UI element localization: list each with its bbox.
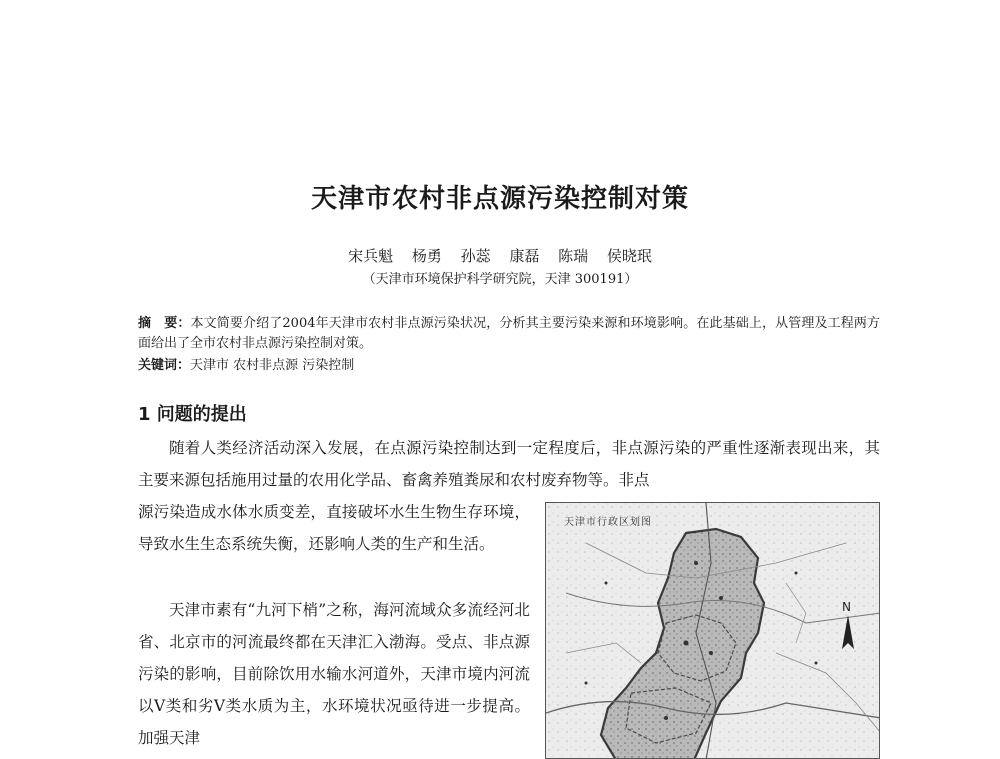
paper-title: 天津市农村非点源污染控制对策 [310, 184, 689, 214]
keywords [138, 356, 880, 376]
abstract [138, 314, 880, 354]
author-affiliation: （天津市环境保护科学研究院，天津 300191） [362, 272, 638, 287]
abstract-text: 本文简要介绍了2004年天津市农村非点源污染状况，分析其主要污染来源和环境影响。在此基础上，从管理及工程两方面给出了全市农村非点源污染控制对策。 [138, 316, 880, 351]
body-paragraph: 天津市素有“九河下梢”之称，海河流域众多流经河北省、北京市的河流最终都在天津汇入渤海。受点、非点源污染的影响，目前除饮用水输水河道外，天津市境内河流以Ⅴ类和劣Ⅴ类水质为主，水环境状况亟待进一步提高。加强天津 [138, 601, 530, 747]
keywords-label: 关键词： [138, 358, 191, 373]
keywords-text: 天津市 农村非点源 污染控制 [190, 358, 355, 373]
map-caption: 天津市行政区划图 [564, 517, 652, 528]
body-paragraph: 随着人类经济活动深入发展，在点源污染控制达到一定程度后，非点源污染的严重性逐渐表现出来，其主要来源包括施用过量的农用化学品、畜禽养殖粪尿和农村废弃物等。非点 [138, 439, 880, 489]
tianjin-map-figure [545, 502, 880, 759]
map-image [546, 503, 880, 759]
body-paragraph-continued: 源污染造成水体水质变差，直接破坏水生生物生存环境，导致水生生态系统失衡，还影响人类的生产和生活。 [138, 503, 530, 553]
abstract-label: 摘 要： [138, 316, 191, 331]
north-arrow-icon [838, 599, 858, 659]
author-list: 宋兵魁 杨勇 孙蕊 康磊 陈瑞 侯晓珉 [348, 247, 652, 265]
section-heading: 1 问题的提出 [138, 404, 247, 425]
north-label: N [842, 600, 851, 614]
